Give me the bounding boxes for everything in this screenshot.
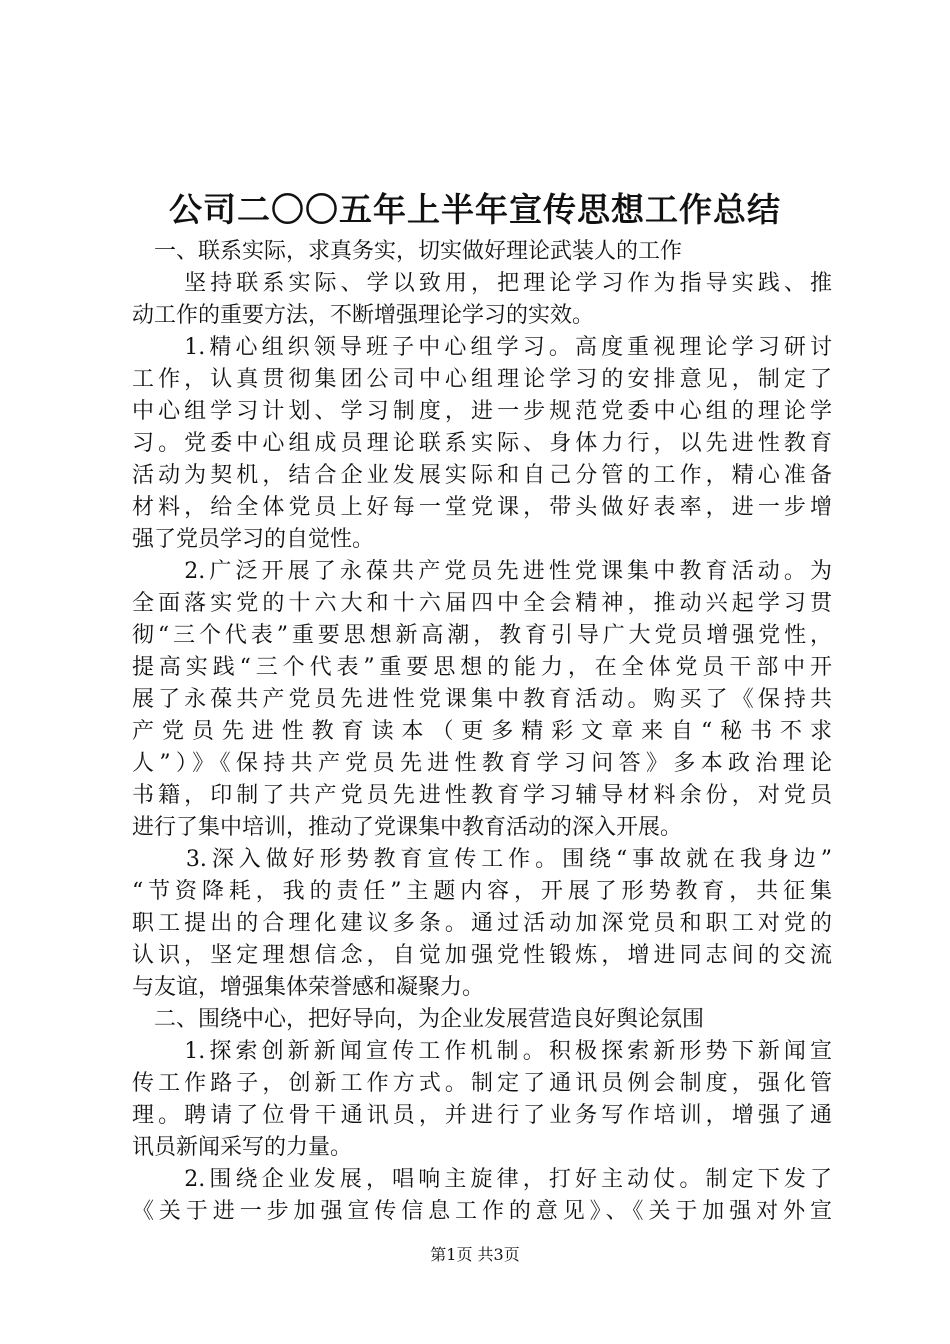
text-line: 材料，给全体党员上好每一堂党课，带头做好表率，进一步增 [132, 495, 832, 520]
text-line: 活动为契机，结合企业发展实际和自己分管的工作，精心准备 [132, 463, 832, 488]
text-line: 进行了集中培训，推动了党课集中教育活动的深入开展。 [132, 815, 683, 840]
text-line: 提高实践“三个代表”重要思想的能力，在全体党员干部中开 [132, 655, 832, 680]
text-line: 中心组学习计划、学习制度，进一步规范党委中心组的理论学 [132, 399, 832, 424]
text-line: 动工作的重要方法，不断增强理论学习的实效。 [132, 303, 595, 328]
text-line: 彻“三个代表”重要思想新高潮，教育引导广大党员增强党性， [132, 623, 832, 648]
text-line: 2.围绕企业发展，唱响主旋律，打好主动仗。制定下发了 [132, 1167, 832, 1192]
document-body [132, 236, 832, 1228]
text-line: 职工提出的合理化建议多条。通过活动加深党员和职工对党的 [132, 911, 832, 936]
text-line: 认识，坚定理想信念，自觉加强党性锻炼，增进同志间的交流 [132, 943, 832, 968]
text-line: 习。党委中心组成员理论联系实际、身体力行，以先进性教育 [132, 431, 832, 456]
text-line: 书籍，印制了共产党员先进性教育学习辅导材料余份，对党员 [132, 783, 832, 808]
text-line: 全面落实党的十六大和十六届四中全会精神，推动兴起学习贯 [132, 591, 832, 616]
text-line: 坚持联系实际、学以致用，把理论学习作为指导实践、推 [132, 271, 832, 296]
text-line: 展了永葆共产党员先进性党课集中教育活动。购买了《保持共 [132, 687, 832, 712]
text-line: 工作，认真贯彻集团公司中心组理论学习的安排意见，制定了 [132, 367, 832, 392]
text-line: 与友谊，增强集体荣誉感和凝聚力。 [132, 975, 485, 1000]
text-line: “节资降耗，我的责任”主题内容，开展了形势教育，共征集 [132, 879, 832, 904]
text-line: 1.精心组织领导班子中心组学习。高度重视理论学习研讨 [132, 335, 832, 360]
text-line: 传工作路子，创新工作方式。制定了通讯员例会制度，强化管 [132, 1071, 832, 1096]
text-line: 人”）》《保持共产党员先进性教育学习问答》多本政治理论 [132, 751, 832, 776]
text-line: 3.深入做好形势教育宣传工作。围绕“事故就在我身边” [132, 847, 832, 872]
text-line: 二、围绕中心，把好导向，为企业发展营造良好舆论氛围 [132, 1007, 705, 1032]
text-line: 《关于进一步加强宣传信息工作的意见》、《关于加强对外宣 [132, 1199, 832, 1224]
text-line: 理。聘请了位骨干通讯员，并进行了业务写作培训，增强了通 [132, 1103, 832, 1128]
text-line: 产党员先进性教育读本（更多精彩文章来自“秘书不求 [132, 719, 832, 744]
page-footer: 第1页 共3页 [430, 1245, 520, 1264]
document-title: 公司二〇〇五年上半年宣传思想工作总结 [169, 190, 781, 229]
text-line: 讯员新闻采写的力量。 [132, 1135, 353, 1160]
text-line: 1.探索创新新闻宣传工作机制。积极探索新形势下新闻宣 [132, 1039, 832, 1064]
text-line: 一、联系实际，求真务实，切实做好理论武装人的工作 [132, 239, 683, 264]
text-line: 2.广泛开展了永葆共产党员先进性党课集中教育活动。为 [132, 559, 832, 584]
text-line: 强了党员学习的自觉性。 [132, 527, 375, 552]
